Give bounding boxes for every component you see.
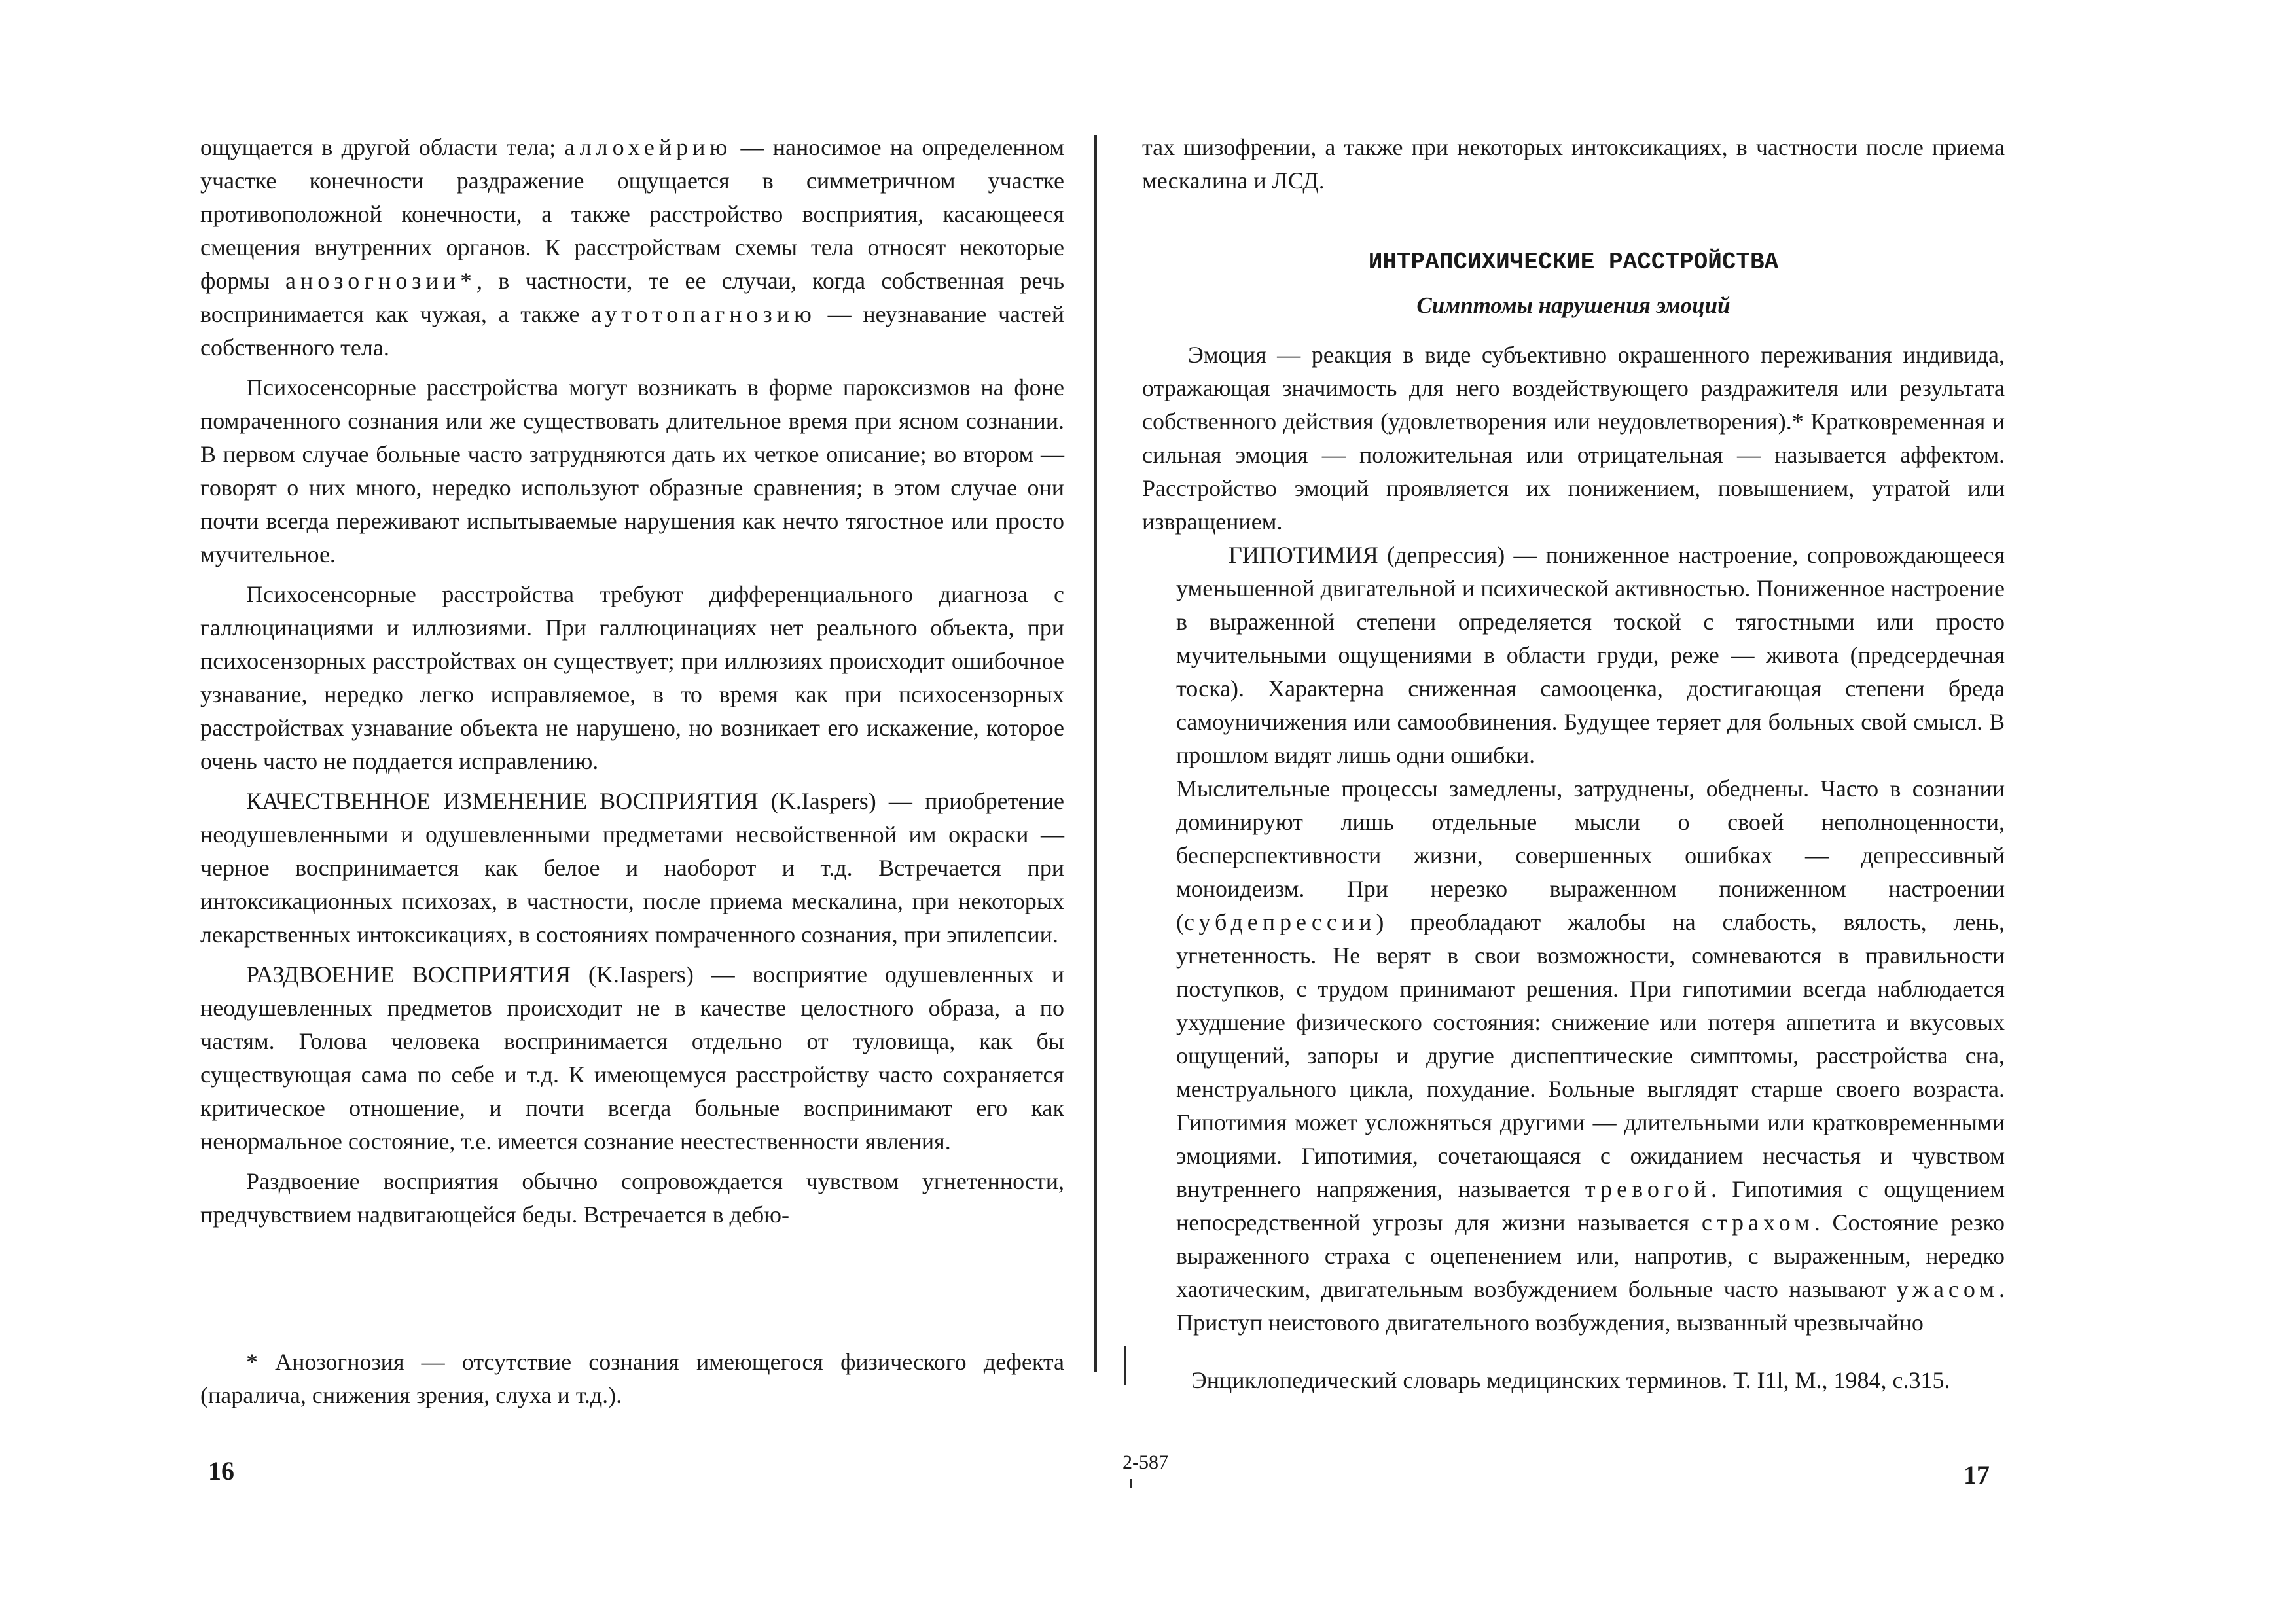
spaced-term: тревогой bbox=[1585, 1176, 1711, 1202]
right-footnote-block bbox=[1121, 1364, 2004, 1397]
text-run: ощущается в другой области тела; bbox=[200, 134, 565, 160]
paragraph-psychosensory-forms: Психосенсорные расстройства могут возникать в форме пароксизмов на фоне помраченного сознания или же существовать длительное время при ясном сознании. В первом случае больные часто затрудняются дать их четкое описание; во втором — говорят о них много, нередко используют образные сравнения; в этом случае они почти всегда переживают испытываемые нарушения как нечто тягостное или просто мучительное. bbox=[200, 374, 1064, 567]
printer-signature: 2-587 bbox=[1122, 1452, 1168, 1473]
text-run: — наносимое на определенном участке конечности раздражение ощущается в симметричном участке противоположной конечности, а также расстройство восприятия, касающееся смещения внутренних органов. К расстройствам схемы тела относят некоторые формы bbox=[200, 134, 1065, 294]
spaced-term: анозогнозии* bbox=[285, 268, 477, 294]
text-run: . Состояние резко выраженного страха с оцепенением или, напротив, с выраженным, нередко хаотическим, двигательным возбуждением больные часто называют bbox=[1176, 1209, 2005, 1302]
left-page-body bbox=[200, 131, 1064, 1238]
paragraph-differential-diagnosis: Психосенсорные расстройства требуют дифференциального диагноза с галлюцинациями и иллюзиями. При галлюцинациях нет реального объекта, при психосензорных расстройствах он существует; при иллюзиях происходит ошибочное узнавание, нередко легко исправляемое, в то время как при психосензорных расстройствах узнавание объекта не нарушено, но возникает его искажение, которое очень часто не поддается исправлению. bbox=[200, 581, 1064, 774]
page-number-left: 16 bbox=[208, 1456, 234, 1486]
paragraph-body-scheme bbox=[200, 131, 1064, 365]
paragraph-split-perception: РАЗДВОЕНИЕ ВОСПРИЯТИЯ (K.Iaspers) — восприятие одушевленных и неодушевленных предметов происходит не в качестве целостного образа, а по частям. Голова человека воспринимается отдельно от туловища, как бы существующая сама по себе и т.д. К имеющемуся расстройству часто сохраняется критическое отношение, и почти всегда больные воспринимают его как ненормальное состояние, т.е. имеется сознание неестественности явления. bbox=[200, 961, 1064, 1154]
right-page-body bbox=[1142, 131, 2005, 1340]
text-run: . Гипотимия с ощущением непосредственной угрозы для жизни называется bbox=[1176, 1176, 2005, 1236]
text-run: , в частности, те ее случаи, когда собственная речь воспринимается как чужая, а также bbox=[200, 268, 1064, 327]
subsection-title: Симптомы нарушения эмоций bbox=[1416, 293, 1731, 318]
paragraph-hypothymia: ГИПОТИМИЯ (депрессия) — пониженное настроение, сопровождающееся уменьшенной двигательной и психической активностью. Пониженное настроение в выраженной степени определяется тоской с тягостными или просто мучительными ощущениями в области груди, реже — живота (предсердечная тоска). Характерна сниженная самооценка, достигающая степени бреда самоуничижения или самообвинения. Будущее теряет для больных свой смысл. В прошлом видят лишь одни ошибки. bbox=[1176, 542, 2005, 768]
spaced-term: аллохейрию bbox=[564, 134, 732, 160]
paragraph-thinking-processes bbox=[1142, 772, 2005, 1340]
left-page bbox=[0, 0, 1113, 1623]
footnote-anosognosia: * Анозогнозия — отсутствие сознания имеющегося физического дефекта (паралича, снижения зрения, слуха и т.д.). bbox=[200, 1349, 1064, 1408]
text-run: — неузнавание частей собственного тела. bbox=[200, 301, 1064, 361]
spaced-term: ужасом bbox=[1896, 1276, 1999, 1302]
footnote-encyclopedia: Энциклопедический словарь медицинских терминов. Т. I1l, М., 1984, с.315. bbox=[1191, 1367, 1950, 1393]
paragraph-continuation: тах шизофрении, а также при некоторых интоксикациях, в частности после приема мескалина и ЛСД. bbox=[1142, 134, 2005, 194]
text-run: . Приступ неистового двигательного возбуждения, вызванный чрезвычайно bbox=[1176, 1276, 2005, 1336]
spaced-term: страхом bbox=[1701, 1209, 1814, 1236]
text-run: ) преобладают жалобы на слабость, вялость, лень, угнетенность. Не верят в свои возможности, сомневаются в правильности поступков, с трудом принимают решения. При гипотимии всегда наблюдается ухудшение физического состояния: снижение или потеря аппетита и вкусовых ощущений, запоры и другие диспептические симптомы, расстройства сна, менструального цикла, похудание. Больные выглядят старше своего возраста. Гипотимия может усложняться другими — длительными или кратковременными эмоциями. Гипотимия, сочетающаяся с ожиданием несчастья и чувством внутреннего напряжения, называется bbox=[1176, 909, 2005, 1202]
paragraph-qualitative-change: КАЧЕСТВЕННОЕ ИЗМЕНЕНИЕ ВОСПРИЯТИЯ (K.Iaspers) — приобретение неодушевленными и одушевленными предметами несвойственной им окраски — черное воспринимается как белое и наоборот и т.д. Встречается при интоксикационных психозах, в частности, после приема мескалина, при некоторых лекарственных интоксикациях, в состояниях помраченного сознания, при эпилепсии. bbox=[200, 788, 1064, 948]
page-number-right: 17 bbox=[1964, 1460, 1990, 1489]
paragraph-split-perception-onset: Раздвоение восприятия обычно сопровождается чувством угнетенности, предчувствием надвигающейся беды. Встречается в дебю- bbox=[200, 1168, 1064, 1228]
gutter-divider-line bbox=[1094, 135, 1097, 1372]
section-title: ИНТРАПСИХИЧЕСКИЕ РАССТРОЙСТВА bbox=[1368, 249, 1779, 276]
right-page bbox=[1113, 0, 2296, 1623]
paragraph-emotion-definition: Эмоция — реакция в виде субъективно окрашенного переживания индивида, отражающая значимость для него воздействующего раздражителя или результата собственного действия (удовлетворения или неудовлетворения).* Кратковременная и сильная эмоция — положительная или отрицательная — называется аффектом. Расстройство эмоций проявляется их понижением, повышением, утратой или извращением. bbox=[1142, 342, 2005, 535]
text-run: Мыслительные процессы замедлены, затруднены, обеднены. Часто в сознании доминируют лишь отдельные мысли о своей неполноценности, бесперспективности жизни, совершенных ошибках — депрессивный моноидеизм. При нерезко выраженном пониженном настроении ( bbox=[1176, 776, 2005, 935]
spaced-term: субдепрессии bbox=[1184, 909, 1376, 935]
spaced-term: аутотопагнозию bbox=[591, 301, 816, 327]
left-footnote-block bbox=[200, 1346, 1064, 1412]
